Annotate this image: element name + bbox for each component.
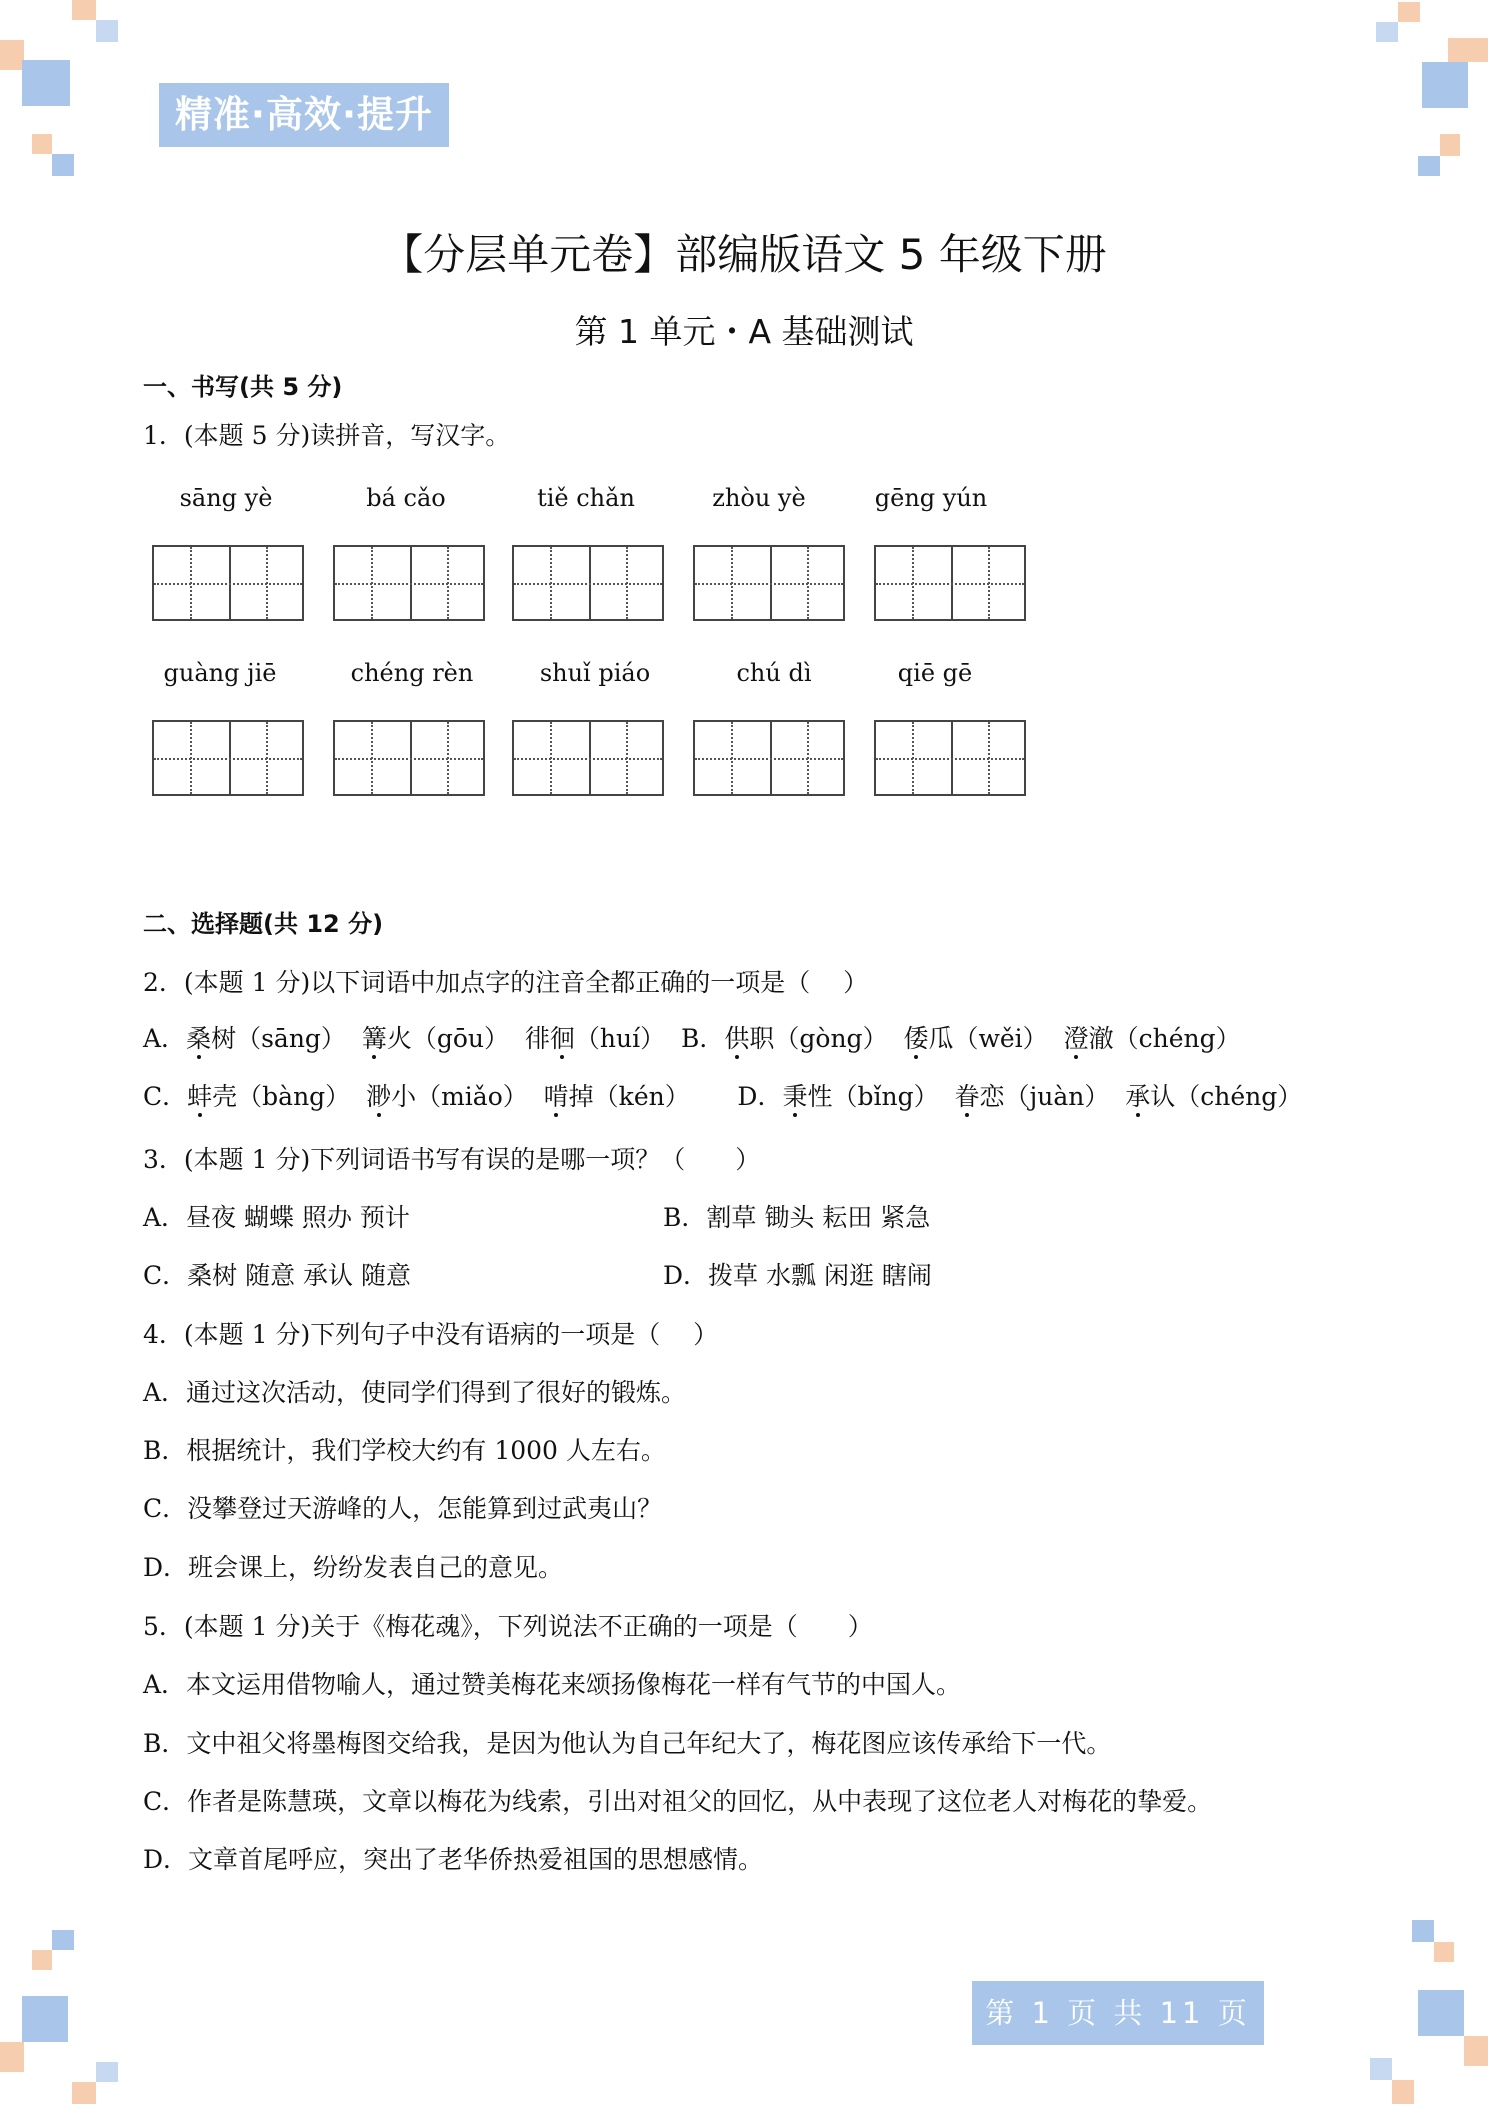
option-text: 树（sāng） <box>211 1024 362 1053</box>
question-3-option-d: D．拨草 水瓢 闲逛 瞎闹 <box>663 1261 932 1290</box>
option-text: 掉（kén） D． <box>568 1082 783 1111</box>
pinyin-label: chú dì <box>736 659 812 687</box>
option-text: A． <box>143 1024 187 1053</box>
emphasis-dot-char: 供 <box>724 1024 750 1053</box>
pinyin-label: tiě chǎn <box>537 484 635 512</box>
question-5-option-d: D．文章首尾呼应，突出了老华侨热爱祖国的思想感情。 <box>143 1845 764 1874</box>
question-2-options-line-2 <box>143 1082 1302 1112</box>
pinyin-label: bá cǎo <box>366 484 446 512</box>
emphasis-dot-char: 渺 <box>366 1082 392 1111</box>
section-heading-multiple-choice: 二、选择题(共 12 分) <box>143 910 384 938</box>
option-text: C． <box>143 1082 188 1111</box>
option-text: 火（gōu） <box>386 1024 525 1053</box>
pinyin-label: zhòu yè <box>712 484 806 512</box>
question-5-option-c: C．作者是陈慧瑛，文章以梅花为线索，引出对祖父的回忆，从中表现了这位老人对梅花的挚爱。 <box>143 1787 1213 1816</box>
emphasis-dot-char: 倭 <box>903 1024 929 1053</box>
emphasis-dot-char: 啃 <box>543 1082 569 1111</box>
question-4-option-b: B．根据统计，我们学校大约有 1000 人左右。 <box>143 1436 666 1465</box>
question-5-stem: 5．(本题 1 分)关于《梅花魂》，下列说法不正确的一项是（ ） <box>143 1612 873 1641</box>
pinyin-label: shuǐ piáo <box>539 659 651 687</box>
question-3-option-a: A．昼夜 蝴蝶 照办 预计 <box>143 1203 410 1232</box>
option-text: （huí） B． <box>574 1024 725 1053</box>
option-text: 职（gòng） <box>749 1024 904 1053</box>
page-subtitle: 第 1 单元・A 基础测试 <box>574 312 914 351</box>
writing-grid[interactable] <box>333 720 485 796</box>
question-4-option-d: D．班会课上，纷纷发表自己的意见。 <box>143 1553 564 1582</box>
question-5-option-b: B．文中祖父将墨梅图交给我，是因为他认为自己年纪大了，梅花图应该传承给下一代。 <box>143 1729 1112 1758</box>
question-3-option-c: C．桑树 随意 承认 随意 <box>143 1261 411 1290</box>
emphasis-dot-char: 澄 <box>1063 1024 1089 1053</box>
writing-grid[interactable] <box>693 720 845 796</box>
question-2-stem: 2．(本题 1 分)以下词语中加点字的注音全都正确的一项是（ ） <box>143 968 869 997</box>
option-text: 小（miǎo） <box>391 1082 544 1111</box>
page-title: 【分层单元卷】部编版语文 5 年级下册 <box>381 230 1107 279</box>
emphasis-dot-char: 徊 <box>549 1024 575 1053</box>
writing-grid[interactable] <box>512 545 664 621</box>
question-2-options-line-1 <box>143 1024 1241 1054</box>
pinyin-label: guàng jiē <box>163 659 277 687</box>
option-text: 壳（bàng） <box>212 1082 367 1111</box>
pinyin-label: gēng yún <box>874 484 988 512</box>
writing-grid[interactable] <box>152 720 304 796</box>
emphasis-dot-char: 承 <box>1125 1082 1151 1111</box>
question-4-stem: 4．(本题 1 分)下列句子中没有语病的一项是（ ） <box>143 1320 719 1349</box>
writing-grid[interactable] <box>874 720 1026 796</box>
option-text: 性（bǐng） <box>807 1082 955 1111</box>
option-text: 恋（juàn） <box>979 1082 1126 1111</box>
option-text: 徘 <box>524 1024 550 1053</box>
page-number-badge: 第 1 页 共 11 页 <box>972 1981 1264 2045</box>
writing-grid[interactable] <box>512 720 664 796</box>
pinyin-label: qiē gē <box>897 659 973 687</box>
option-text: 瓜（wěi） <box>928 1024 1064 1053</box>
emphasis-dot-char: 桑 <box>186 1024 212 1053</box>
question-4-option-a: A．通过这次活动，使同学们得到了很好的锻炼。 <box>143 1378 687 1407</box>
question-3-stem: 3．(本题 1 分)下列词语书写有误的是哪一项？（ ） <box>143 1145 761 1174</box>
writing-grid[interactable] <box>333 545 485 621</box>
writing-grid[interactable] <box>874 545 1026 621</box>
emphasis-dot-char: 蚌 <box>187 1082 213 1111</box>
writing-grid[interactable] <box>693 545 845 621</box>
option-text: 澈（chéng） <box>1088 1024 1241 1053</box>
option-text: 认（chéng） <box>1150 1082 1303 1111</box>
question-4-option-c: C．没攀登过天游峰的人，怎能算到过武夷山？ <box>143 1494 663 1523</box>
pinyin-label: sāng yè <box>179 484 273 512</box>
brand-banner: 精准·高效·提升 <box>159 83 449 147</box>
emphasis-dot-char: 秉 <box>782 1082 808 1111</box>
question-5-option-a: A．本文运用借物喻人，通过赞美梅花来颂扬像梅花一样有气节的中国人。 <box>143 1670 962 1699</box>
question-3-option-b: B．割草 锄头 耘田 紧急 <box>663 1203 931 1232</box>
emphasis-dot-char: 眷 <box>954 1082 980 1111</box>
pinyin-label: chéng rèn <box>350 659 474 687</box>
section-heading-writing: 一、书写(共 5 分) <box>143 373 343 401</box>
writing-grid[interactable] <box>152 545 304 621</box>
question-1-stem: 1．(本题 5 分)读拼音，写汉字。 <box>143 421 511 450</box>
emphasis-dot-char: 篝 <box>361 1024 387 1053</box>
